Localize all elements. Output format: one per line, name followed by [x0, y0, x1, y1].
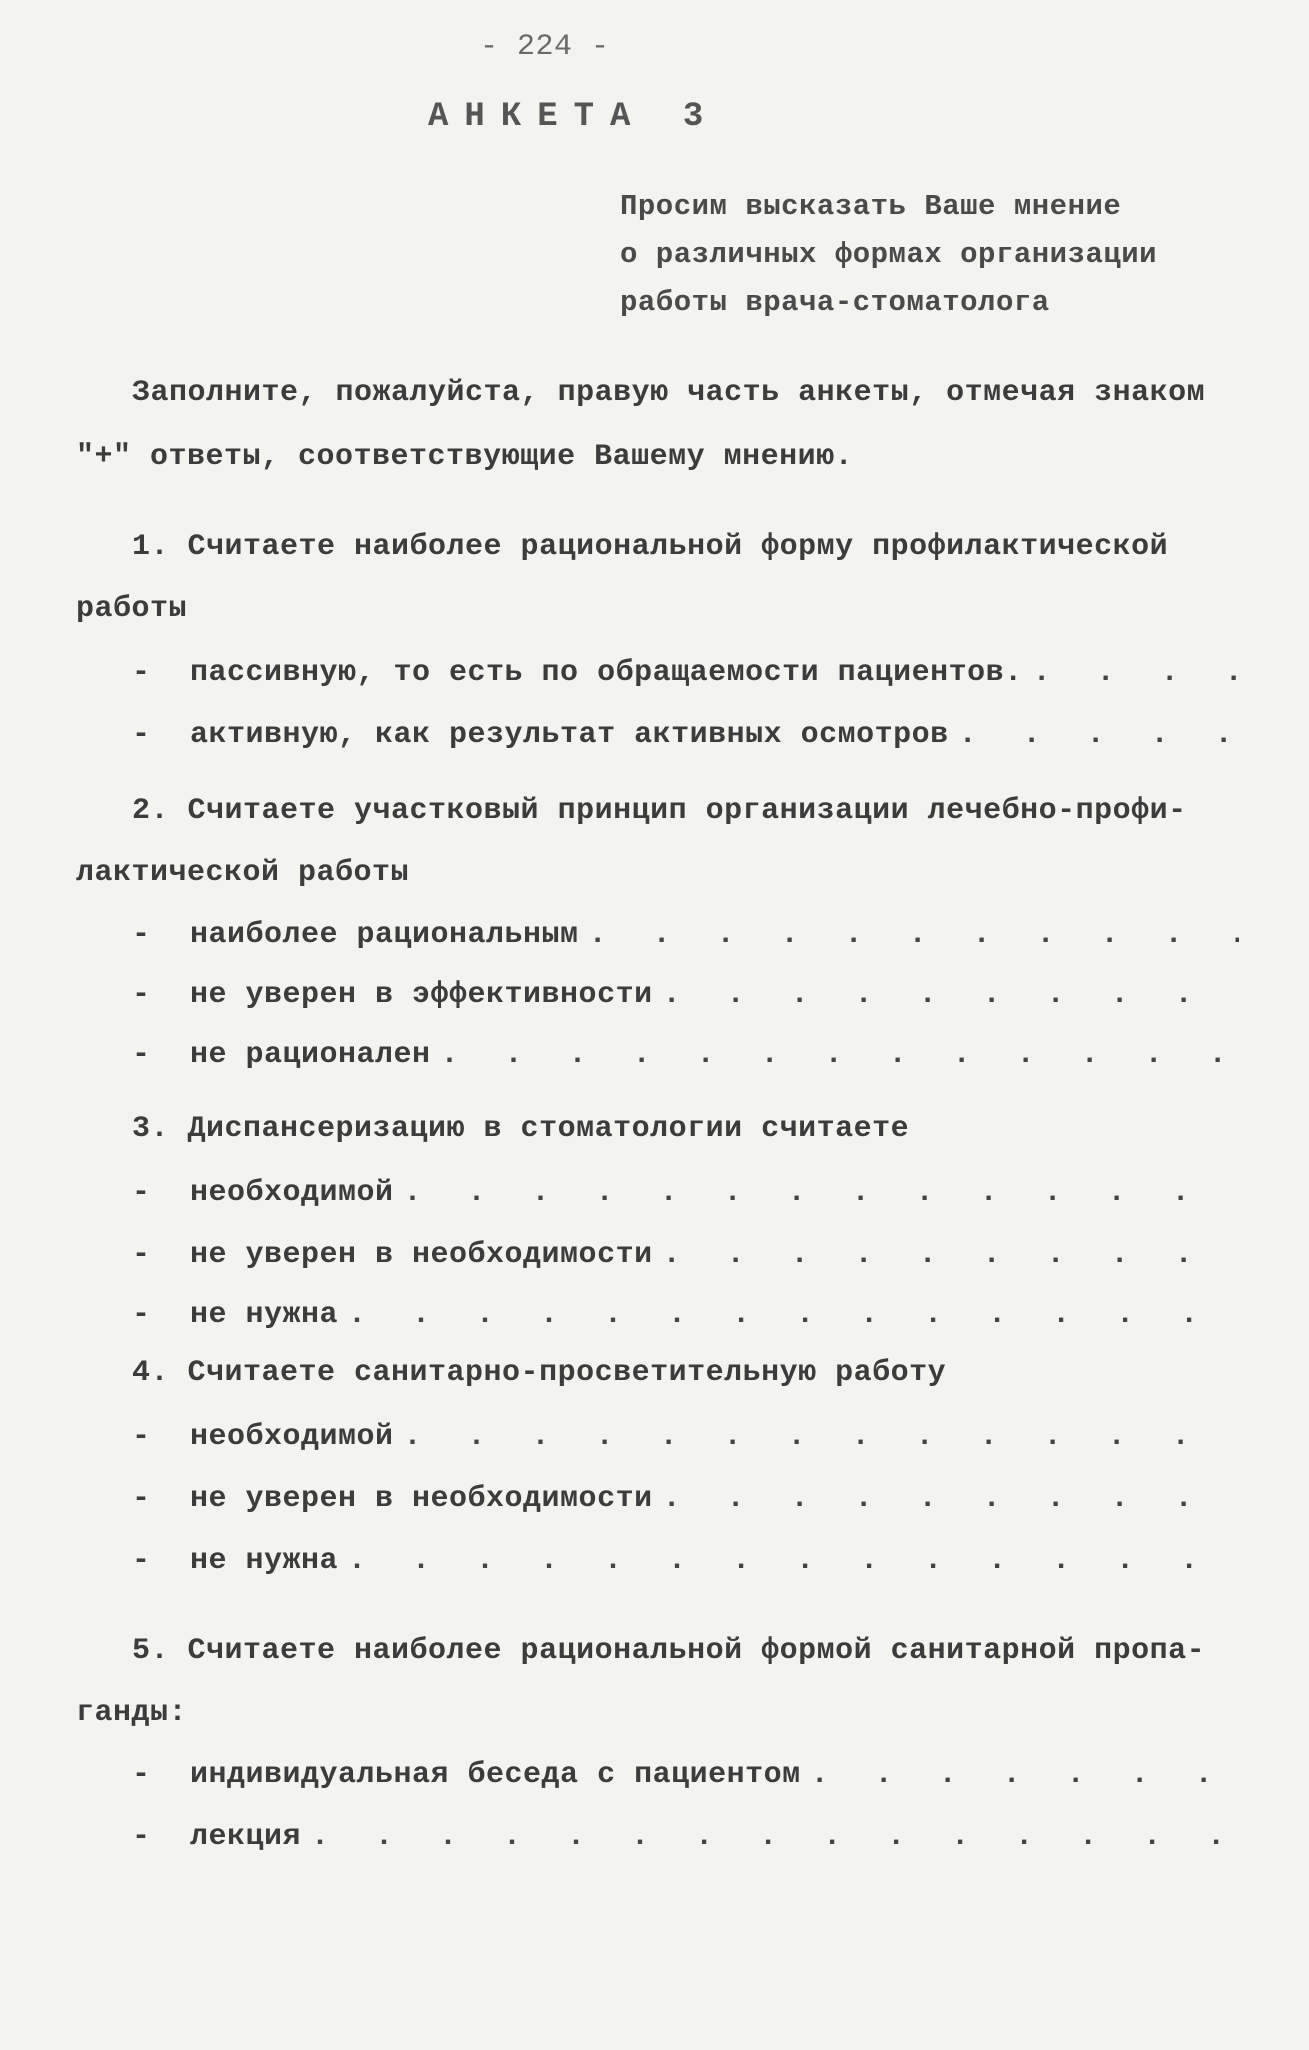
option-text: индивидуальная беседа с пациентом: [190, 1758, 801, 1792]
dot-leader: [441, 1038, 1239, 1072]
option-dash: -: [132, 1420, 151, 1454]
option-dash: -: [132, 918, 151, 952]
option-dash: -: [132, 656, 151, 690]
question-2-line-2: лактической работы: [76, 856, 410, 890]
option-text: лекция: [190, 1820, 302, 1854]
dot-leader: [404, 1420, 1239, 1454]
option-dash: -: [132, 1820, 151, 1854]
option-dash: -: [132, 1038, 151, 1072]
questionnaire-title: АНКЕТА 3: [428, 98, 720, 136]
intro-line-3: работы врача-стоматолога: [620, 286, 1050, 319]
dot-leader: [663, 978, 1239, 1012]
question-4-option-2: [132, 1482, 1239, 1522]
question-1-line-1: 1. Считаете наиболее рациональной форму профилактической: [132, 530, 1169, 564]
question-5-option-1: [132, 1758, 1239, 1798]
option-dash: -: [132, 718, 151, 752]
dot-leader: [663, 1238, 1239, 1272]
question-5-line-1: 5. Считаете наиболее рациональной формой санитарной пропа-: [132, 1634, 1206, 1668]
dot-leader: [348, 1298, 1239, 1332]
option-dash: -: [132, 1544, 151, 1578]
question-2-line-1: 2. Считаете участковый принцип организации лечебно-профи-: [132, 794, 1187, 828]
option-text: не нужна: [190, 1298, 339, 1332]
dot-leader: [404, 1176, 1239, 1210]
dot-leader: [589, 918, 1239, 952]
question-2-option-2: [132, 978, 1239, 1018]
dot-leader: [959, 718, 1239, 752]
question-3-option-1: [132, 1176, 1239, 1216]
instruction-line-1: Заполните, пожалуйста, правую часть анкеты, отмечая знаком: [132, 376, 1206, 410]
option-text: необходимой: [190, 1176, 394, 1210]
intro-line-2: о различных формах организации: [620, 238, 1158, 271]
question-2-option-1: [132, 918, 1239, 958]
option-dash: -: [132, 1482, 151, 1516]
option-text: не уверен в необходимости: [190, 1482, 653, 1516]
option-dash: -: [132, 1238, 151, 1272]
option-text: не нужна: [190, 1544, 339, 1578]
question-4-line-1: 4. Считаете санитарно-просветительную работу: [132, 1356, 947, 1390]
option-text: необходимой: [190, 1420, 394, 1454]
dot-leader: [811, 1758, 1239, 1792]
page-number: - 224 -: [480, 30, 610, 64]
question-5-option-2: [132, 1820, 1239, 1860]
option-text: не уверен в эффективности: [190, 978, 653, 1012]
question-1-line-2: работы: [76, 592, 188, 626]
intro-line-1: Просим высказать Ваше мнение: [620, 190, 1122, 223]
question-3-option-2: [132, 1238, 1239, 1278]
question-3-option-3: [132, 1298, 1239, 1338]
option-dash: -: [132, 1298, 151, 1332]
dot-leader: [348, 1544, 1239, 1578]
question-4-option-1: [132, 1420, 1239, 1460]
instruction-line-2: "+" ответы, соответствующие Вашему мнению.: [76, 440, 854, 474]
question-4-option-3: [132, 1544, 1239, 1584]
dot-leader: [1033, 656, 1239, 690]
option-text: активную, как результат активных осмотров: [190, 718, 949, 752]
option-text: не уверен в необходимости: [190, 1238, 653, 1272]
option-text: не рационален: [190, 1038, 431, 1072]
option-dash: -: [132, 1758, 151, 1792]
question-1-option-2: [132, 718, 1239, 758]
question-3-line-1: 3. Диспансеризацию в стоматологии считаете: [132, 1112, 910, 1146]
option-dash: -: [132, 978, 151, 1012]
option-text: пассивную, то есть по обращаемости пациентов.: [190, 656, 1023, 690]
option-dash: -: [132, 1176, 151, 1210]
question-5-line-2: ганды:: [76, 1696, 188, 1730]
dot-leader: [311, 1820, 1239, 1854]
question-2-option-3: [132, 1038, 1239, 1078]
question-1-option-1: [132, 656, 1239, 696]
dot-leader: [663, 1482, 1239, 1516]
option-text: наиболее рациональным: [190, 918, 579, 952]
